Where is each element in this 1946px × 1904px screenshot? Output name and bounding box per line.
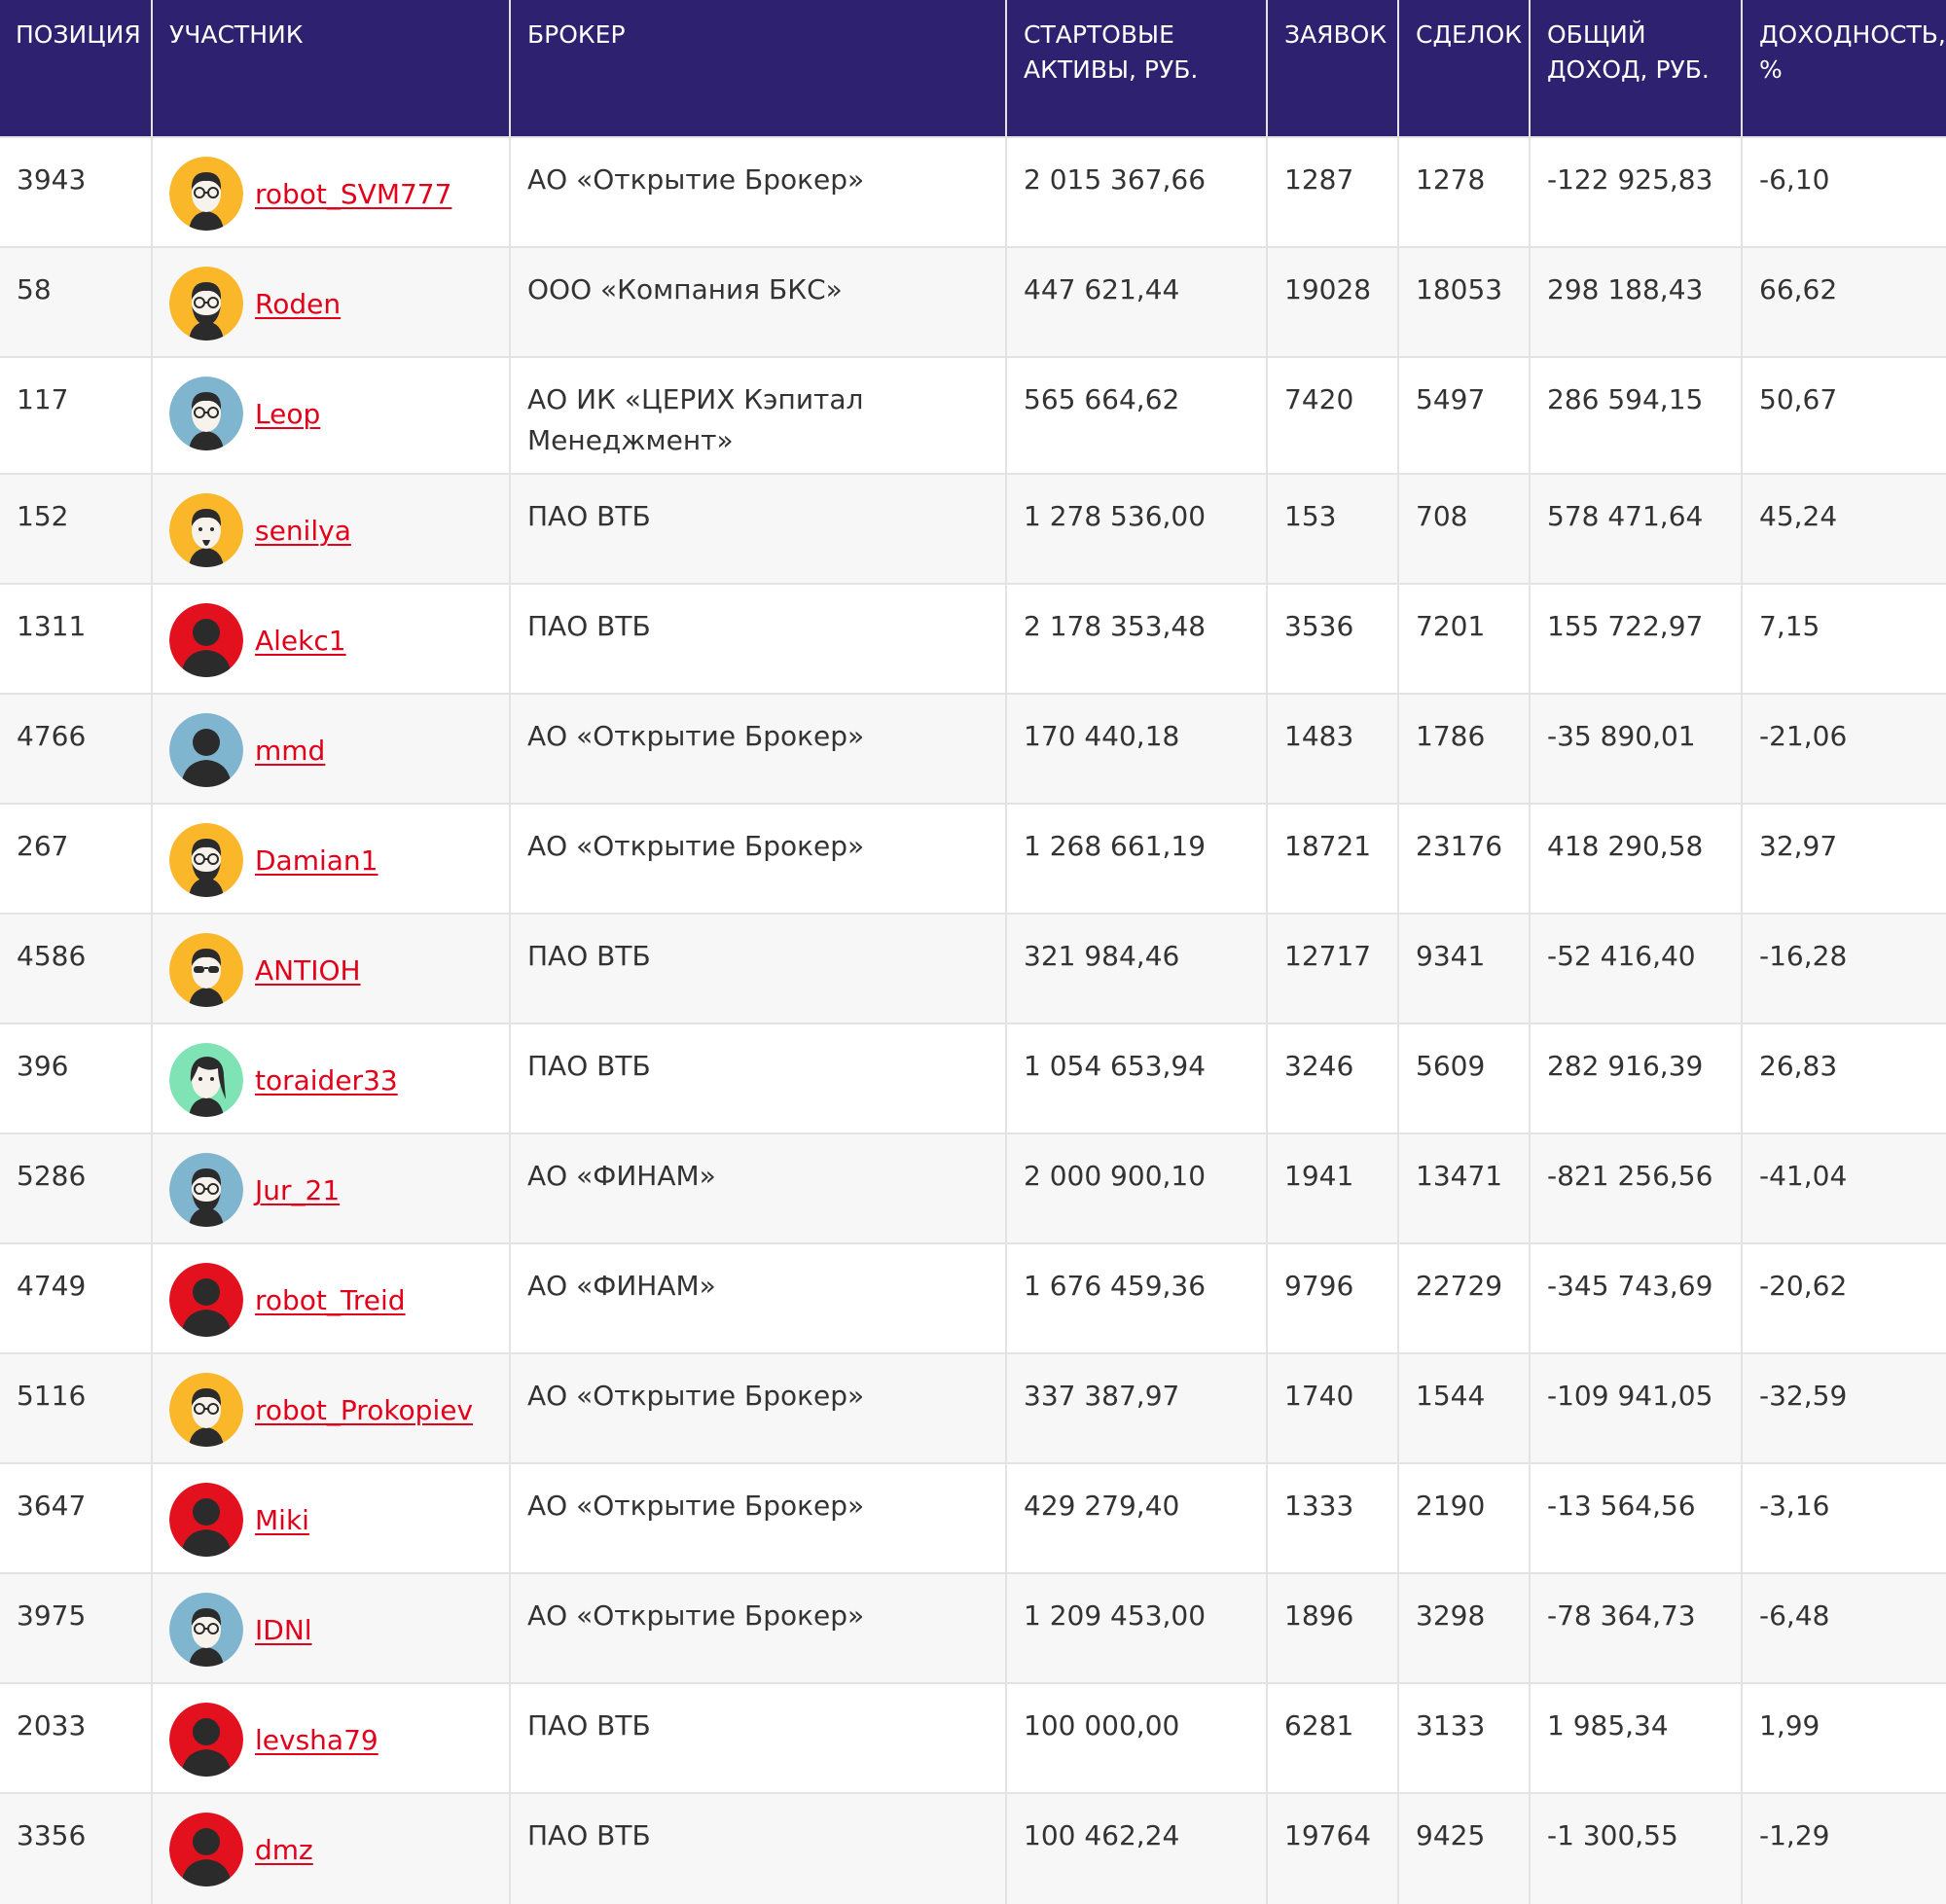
cell-orders: 1287 [1267,137,1398,247]
cell-position: 396 [0,1024,152,1133]
sunglasses-man-avatar-icon [169,933,243,1007]
cell-yield: -20,62 [1742,1243,1946,1353]
woman-avatar-icon [169,1043,243,1117]
cell-broker: АО «Открытие Брокер» [510,694,1006,804]
participant-link[interactable]: mmd [255,735,326,767]
cell-income: -78 364,73 [1530,1573,1742,1683]
cell-income: -345 743,69 [1530,1243,1742,1353]
cell-yield: 1,99 [1742,1683,1946,1793]
bearded-glasses-man-avatar-icon [169,1153,243,1227]
cell-broker: АО «Открытие Брокер» [510,1353,1006,1463]
cell-participant [152,1133,510,1243]
cell-income: -122 925,83 [1530,137,1742,247]
cell-participant [152,694,510,804]
table-row [0,247,1946,357]
participant [169,1815,493,1886]
cell-yield: -16,28 [1742,914,1946,1024]
participant-link[interactable]: dmz [255,1834,313,1866]
cell-start-assets: 170 440,18 [1006,694,1267,804]
cell-orders: 12717 [1267,914,1398,1024]
cell-position: 3356 [0,1793,152,1904]
cell-income: -1 300,55 [1530,1793,1742,1904]
cell-broker: ПАО ВТБ [510,474,1006,584]
cell-yield: 7,15 [1742,584,1946,694]
table-row [0,1573,1946,1683]
participant [169,160,493,231]
cell-position: 4749 [0,1243,152,1353]
cell-position: 3943 [0,137,152,247]
cell-deals: 1786 [1398,694,1530,804]
cell-yield: -41,04 [1742,1133,1946,1243]
cell-yield: 66,62 [1742,247,1946,357]
table-row [0,137,1946,247]
column-header-start-assets[interactable]: СТАРТОВЫЕ АКТИВЫ, РУБ. [1006,0,1267,137]
cell-position: 152 [0,474,152,584]
cell-position: 4766 [0,694,152,804]
column-header-yield[interactable]: ДОХОДНОСТЬ, % [1742,0,1946,137]
cell-broker: АО ИК «ЦЕРИХ Кэпитал Менеджмент» [510,357,1006,474]
cell-start-assets: 447 621,44 [1006,247,1267,357]
cell-broker: АО «Открытие Брокер» [510,804,1006,914]
cell-yield: 45,24 [1742,474,1946,584]
cell-income: -52 416,40 [1530,914,1742,1024]
cell-broker: ПАО ВТБ [510,1024,1006,1133]
participant [169,826,493,897]
cell-participant [152,1243,510,1353]
cell-deals: 9341 [1398,914,1530,1024]
cell-broker: АО «Открытие Брокер» [510,1573,1006,1683]
cell-deals: 23176 [1398,804,1530,914]
cell-orders: 18721 [1267,804,1398,914]
table-row [0,804,1946,914]
cell-participant [152,1463,510,1573]
cell-income: 1 985,34 [1530,1683,1742,1793]
cell-broker: ПАО ВТБ [510,1793,1006,1904]
cell-income: 418 290,58 [1530,804,1742,914]
cell-deals: 708 [1398,474,1530,584]
column-header-orders[interactable]: ЗАЯВОК [1267,0,1398,137]
default-silhouette-avatar-icon [169,1483,243,1557]
default-silhouette-avatar-icon [169,603,243,677]
cell-orders: 1941 [1267,1133,1398,1243]
cell-participant [152,804,510,914]
participant [169,716,493,787]
cell-start-assets: 1 268 661,19 [1006,804,1267,914]
cell-start-assets: 1 209 453,00 [1006,1573,1267,1683]
cell-deals: 18053 [1398,247,1530,357]
participant-link[interactable]: robot_SVM777 [255,178,452,210]
cell-participant [152,1573,510,1683]
table-row [0,694,1946,804]
cell-deals: 3298 [1398,1573,1530,1683]
cell-deals: 7201 [1398,584,1530,694]
cell-start-assets: 2 178 353,48 [1006,584,1267,694]
cell-broker: ООО «Компания БКС» [510,247,1006,357]
table-row [0,1683,1946,1793]
participant [169,1376,493,1447]
column-header-broker[interactable]: БРОКЕР [510,0,1006,137]
participant-link[interactable]: IDNl [255,1614,312,1646]
participant-link[interactable]: levsha79 [255,1724,378,1756]
table-row [0,1463,1946,1573]
table-header-row [0,0,1946,137]
participant [169,379,493,450]
table-row [0,1133,1946,1243]
cell-broker: АО «Открытие Брокер» [510,1463,1006,1573]
participant [169,936,493,1007]
table-row [0,584,1946,694]
participant [169,1266,493,1337]
cell-start-assets: 2 000 900,10 [1006,1133,1267,1243]
participant-link[interactable]: Jur_21 [255,1174,341,1206]
cell-participant [152,914,510,1024]
participant [169,1486,493,1557]
cell-start-assets: 429 279,40 [1006,1463,1267,1573]
participant-link[interactable]: toraider33 [255,1064,398,1096]
participant-link[interactable]: Roden [255,288,342,320]
cell-deals: 3133 [1398,1683,1530,1793]
cell-participant [152,1353,510,1463]
table-row [0,357,1946,474]
cell-deals: 5609 [1398,1024,1530,1133]
cell-start-assets: 2 015 367,66 [1006,137,1267,247]
cell-participant [152,1683,510,1793]
cell-income: 578 471,64 [1530,474,1742,584]
participant [169,1706,493,1777]
participant-link[interactable]: Alekc1 [255,625,346,657]
default-silhouette-avatar-icon [169,1263,243,1337]
bearded-man-avatar-icon [169,267,243,341]
cell-income: 282 916,39 [1530,1024,1742,1133]
cell-position: 267 [0,804,152,914]
table-row [0,914,1946,1024]
cell-position: 3975 [0,1573,152,1683]
cell-participant [152,1793,510,1904]
cell-orders: 7420 [1267,357,1398,474]
cell-income: 298 188,43 [1530,247,1742,357]
cell-start-assets: 100 462,24 [1006,1793,1267,1904]
cell-yield: -6,10 [1742,137,1946,247]
cell-position: 5116 [0,1353,152,1463]
table-row [0,1793,1946,1904]
glasses-man-avatar-icon [169,377,243,450]
cell-income: 286 594,15 [1530,357,1742,474]
glasses-man-avatar-icon [169,1593,243,1667]
cell-deals: 22729 [1398,1243,1530,1353]
cell-start-assets: 321 984,46 [1006,914,1267,1024]
participant-link[interactable]: Miki [255,1504,309,1536]
cell-participant [152,584,510,694]
default-silhouette-avatar-icon [169,1813,243,1886]
cell-position: 5286 [0,1133,152,1243]
glasses-man-avatar-icon [169,157,243,231]
participant-link[interactable]: Leop [255,398,321,430]
table-row [0,1024,1946,1133]
cell-position: 4586 [0,914,152,1024]
participant-link[interactable]: robot_Treid [255,1284,406,1316]
default-silhouette-avatar-icon [169,713,243,787]
cell-start-assets: 337 387,97 [1006,1353,1267,1463]
participant [169,1046,493,1117]
cell-deals: 2190 [1398,1463,1530,1573]
participant-link[interactable]: ANTIOH [255,954,361,987]
cell-orders: 19764 [1267,1793,1398,1904]
cell-broker: АО «ФИНАМ» [510,1243,1006,1353]
cell-yield: -6,48 [1742,1573,1946,1683]
cell-deals: 5497 [1398,357,1530,474]
glasses-man-avatar-icon [169,1373,243,1447]
cell-income: -35 890,01 [1530,694,1742,804]
cell-orders: 153 [1267,474,1398,584]
table-body [0,137,1946,1904]
cell-orders: 3536 [1267,584,1398,694]
cell-yield: 32,97 [1742,804,1946,914]
column-header-participant[interactable]: УЧАСТНИК [152,0,510,137]
cell-start-assets: 100 000,00 [1006,1683,1267,1793]
cell-yield: 50,67 [1742,357,1946,474]
cell-deals: 1544 [1398,1353,1530,1463]
cell-yield: -21,06 [1742,694,1946,804]
cell-income: -109 941,05 [1530,1353,1742,1463]
cell-income: 155 722,97 [1530,584,1742,694]
cell-participant [152,1024,510,1133]
participant [169,269,493,341]
cell-yield: -3,16 [1742,1463,1946,1573]
cell-position: 2033 [0,1683,152,1793]
cell-orders: 1896 [1267,1573,1398,1683]
participant-link[interactable]: senilya [255,515,351,547]
cell-deals: 9425 [1398,1793,1530,1904]
cell-orders: 1483 [1267,694,1398,804]
cell-broker: ПАО ВТБ [510,584,1006,694]
bearded-man-avatar-icon [169,823,243,897]
participant [169,496,493,567]
cell-position: 58 [0,247,152,357]
cell-broker: ПАО ВТБ [510,914,1006,1024]
cell-participant [152,474,510,584]
cell-deals: 1278 [1398,137,1530,247]
cell-orders: 6281 [1267,1683,1398,1793]
cell-position: 3647 [0,1463,152,1573]
goatee-man-avatar-icon [169,493,243,567]
cell-yield: -1,29 [1742,1793,1946,1904]
cell-participant [152,357,510,474]
cell-position: 1311 [0,584,152,694]
cell-orders: 3246 [1267,1024,1398,1133]
cell-position: 117 [0,357,152,474]
cell-start-assets: 1 278 536,00 [1006,474,1267,584]
participant [169,1596,493,1667]
cell-start-assets: 565 664,62 [1006,357,1267,474]
cell-income: -821 256,56 [1530,1133,1742,1243]
table-row [0,1353,1946,1463]
cell-start-assets: 1 054 653,94 [1006,1024,1267,1133]
cell-broker: АО «ФИНАМ» [510,1133,1006,1243]
cell-broker: АО «Открытие Брокер» [510,137,1006,247]
cell-start-assets: 1 676 459,36 [1006,1243,1267,1353]
cell-broker: ПАО ВТБ [510,1683,1006,1793]
cell-participant [152,137,510,247]
cell-income: -13 564,56 [1530,1463,1742,1573]
column-header-income[interactable]: ОБЩИЙ ДОХОД, РУБ. [1530,0,1742,137]
cell-yield: -32,59 [1742,1353,1946,1463]
default-silhouette-avatar-icon [169,1703,243,1777]
table-row [0,1243,1946,1353]
cell-orders: 9796 [1267,1243,1398,1353]
participant-link[interactable]: Damian1 [255,844,378,877]
cell-orders: 1740 [1267,1353,1398,1463]
column-header-deals[interactable]: СДЕЛОК [1398,0,1530,137]
table-row [0,474,1946,584]
column-header-position[interactable]: ПОЗИЦИЯ [16,20,141,49]
participant-link[interactable]: robot_Prokopiev [255,1394,474,1426]
cell-yield: 26,83 [1742,1024,1946,1133]
cell-deals: 13471 [1398,1133,1530,1243]
participant [169,606,493,677]
participant [169,1156,493,1227]
cell-orders: 1333 [1267,1463,1398,1573]
cell-orders: 19028 [1267,247,1398,357]
cell-participant [152,247,510,357]
